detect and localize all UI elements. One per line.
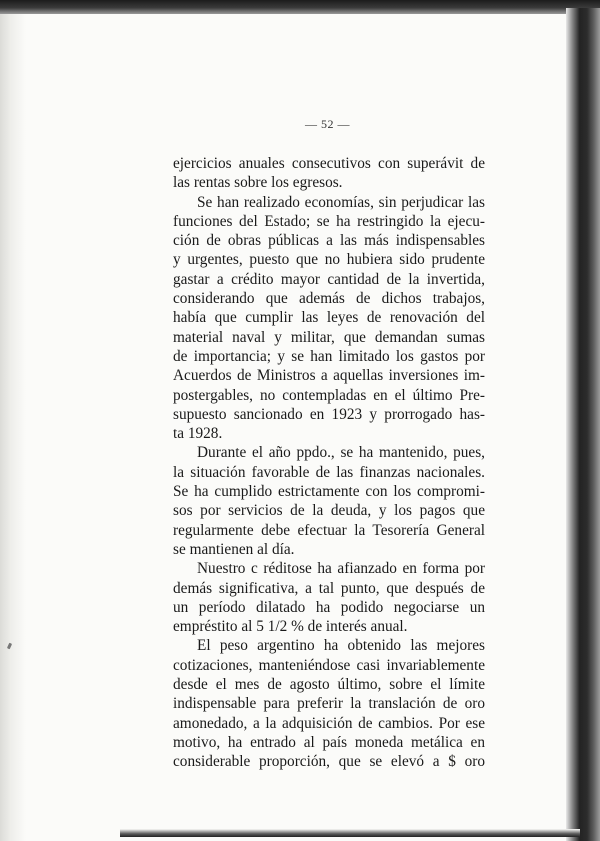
text-line: Se han realizado economías, sin perjudicar las [197, 193, 485, 211]
text-line: y urgentes, puesto que no hubiera sido prudente [173, 251, 485, 269]
text-line: un período dilatado ha podido negociarse un [173, 598, 485, 616]
text-line: supuesto sancionado en 1923 y prorrogado has- [173, 405, 485, 423]
scan-right-edge [566, 8, 600, 841]
text-line: regularmente debe efectuar la Tesorería General [173, 521, 485, 539]
text-line: postergables, no contempladas en el último Pre- [173, 386, 485, 404]
text-line: empréstito al 5 1/2 % de interés anual. [173, 618, 408, 636]
text-line: de importancia; y se han limitado los gastos por [173, 347, 485, 365]
text-line: Nuestro c réditose ha afianzado en forma por [197, 560, 485, 578]
text-line: El peso argentino ha obtenido las mejores [197, 637, 485, 655]
text-line: cotizaciones, manteniéndose casi invariablemente [173, 656, 485, 674]
text-line: Durante el año ppdo., se ha mantenido, pues, [197, 444, 485, 462]
text-line: indispensable para preferir la translación de oro [173, 695, 485, 713]
text-line: gastar a crédito mayor cantidad de la invertida, [173, 270, 485, 288]
text-line: considerando que además de dichos trabajos, [173, 290, 485, 308]
text-line: Acuerdos de Ministros a aquellas inversiones im- [173, 367, 485, 385]
paragraph-1 [173, 154, 485, 193]
paragraph-3 [173, 443, 485, 559]
paragraph-2 [173, 193, 485, 444]
page-number: — 52 — [305, 117, 350, 131]
text-line: amonedado, a la adquisición de cambios. Por ese [173, 714, 485, 732]
text-line: había que cumplir las leyes de renovación del [173, 309, 485, 327]
text-line: las rentas sobre los egresos. [173, 174, 343, 192]
text-line: Se ha cumplido estrictamente con los compromi- [173, 483, 485, 501]
text-line: ta 1928. [173, 425, 223, 443]
text-line: material naval y militar, que demandan sumas [173, 328, 485, 346]
body-text [173, 154, 485, 772]
text-line: ción de obras públicas a las más indispensables [173, 232, 485, 250]
paragraph-5 [173, 636, 485, 771]
text-line: sos por servicios de la deuda, y los pagos que [173, 502, 485, 520]
text-line: ejercicios anuales consecutivos con superávit de [173, 155, 485, 172]
text-line: la situación favorable de las finanzas nacionales. [173, 463, 485, 481]
scan-top-edge [0, 0, 600, 14]
text-line: considerable proporción, que se elevó a $ oro [173, 753, 485, 771]
text-line: motivo, ha entrado al país moneda metálica en [173, 733, 485, 751]
paragraph-4 [173, 559, 485, 636]
text-line: demás significativa, a tal punto, que después de [173, 579, 485, 597]
scan-left-edge [0, 14, 26, 841]
text-line: funciones del Estado; se ha restringido la ejecu- [173, 212, 485, 230]
text-line: se mantienen al día. [173, 540, 295, 558]
text-line: desde el mes de agosto último, sobre el límite [173, 676, 485, 694]
scan-bottom-edge [120, 829, 580, 837]
